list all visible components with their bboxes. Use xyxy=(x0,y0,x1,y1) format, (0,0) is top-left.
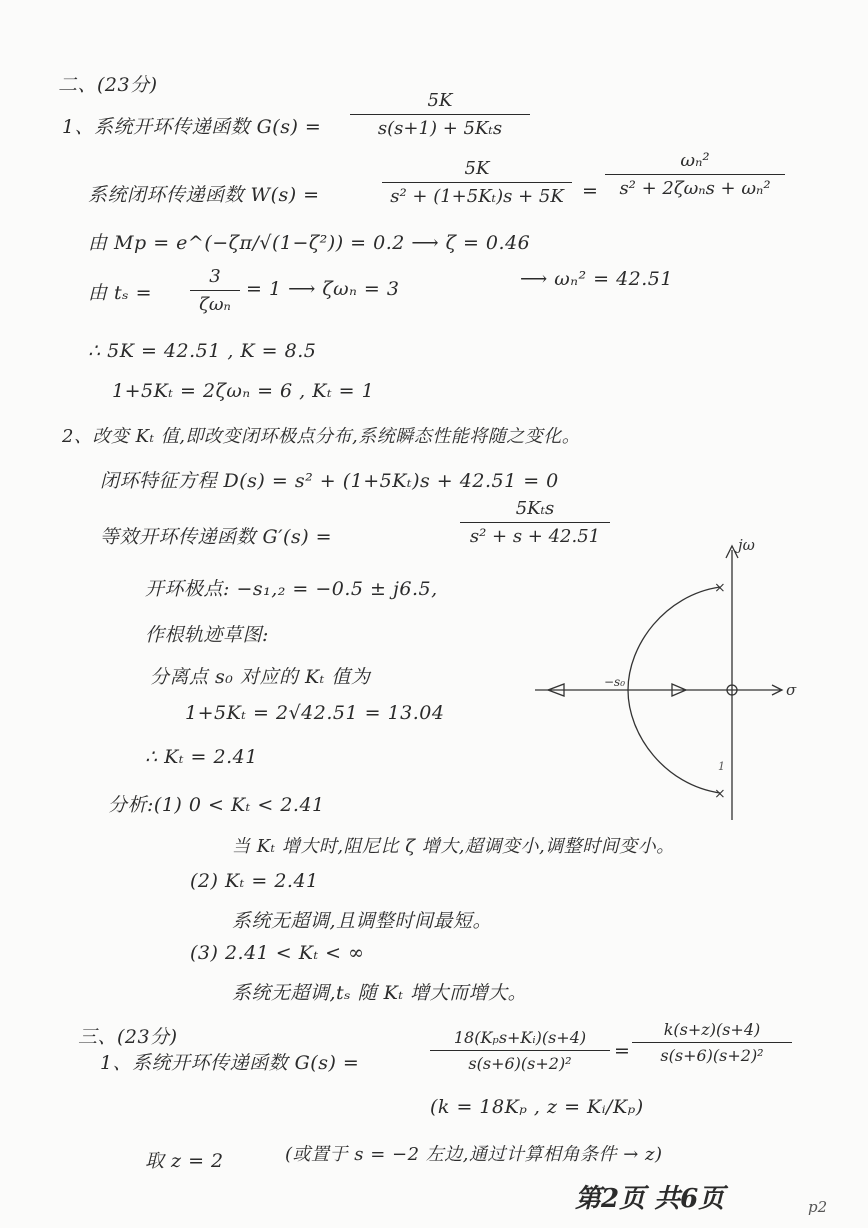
settling-time-label: 由 tₛ = xyxy=(88,282,153,304)
analysis-case-3: (3) 2.41 < Kₜ < ∞ xyxy=(190,942,365,964)
section-3-heading: 三、(23分) xyxy=(78,1026,178,1048)
pi-parameter-definitions: (k = 18Kₚ , z = Kᵢ/Kₚ) xyxy=(430,1096,644,1118)
standard-form-fraction xyxy=(605,150,785,199)
choose-z-value: 取 z = 2 xyxy=(145,1150,224,1172)
omega-n-squared: ⟶ ωₙ² = 42.51 xyxy=(520,268,673,290)
pi-tf-equals: = xyxy=(614,1040,631,1062)
pi-open-loop-tf-label: 1、系统开环传递函数 G(s) = xyxy=(100,1052,360,1074)
settling-time-fraction xyxy=(190,266,240,315)
overshoot-equation: 由 Mp = e^(−ζπ/√(1−ζ²)) = 0.2 ⟶ ζ = 0.46 xyxy=(88,232,531,254)
choose-z-note: (或置于 s = −2 左边,通过计算相角条件 → z) xyxy=(285,1144,663,1165)
equivalent-tf-denominator: s² + s + 42.51 xyxy=(469,526,601,547)
closed-loop-tf-label: 系统闭环传递函数 W(s) = xyxy=(88,184,320,206)
open-loop-tf-denominator: s(s+1) + 5Kₜs xyxy=(377,118,503,139)
analysis-case-2-detail: 系统无超调,且调整时间最短。 xyxy=(232,910,493,932)
pi-open-loop-tf-numerator: 18(Kₚs+Kᵢ)(s+4) xyxy=(453,1028,587,1047)
root-locus-sketch-note: 作根轨迹草图: xyxy=(145,624,269,646)
imaginary-axis-label: jω xyxy=(738,536,755,554)
page-number: p2 xyxy=(808,1198,828,1216)
settling-time-numerator: 3 xyxy=(209,266,221,287)
analysis-case-2: (2) Kₜ = 2.41 xyxy=(190,870,319,892)
standard-form-denominator: s² + 2ζωₙs + ωₙ² xyxy=(619,178,771,199)
closed-loop-tf-fraction xyxy=(382,158,572,207)
analysis-case-3-detail: 系统无超调,tₛ 随 Kₜ 增大而增大。 xyxy=(232,982,528,1004)
breakaway-point-label: −s₀ xyxy=(604,675,626,689)
analysis-case-1-detail: 当 Kₜ 增大时,阻尼比 ζ 增大,超调变小,调整时间变小。 xyxy=(232,836,675,857)
kt-critical-value: ∴ Kₜ = 2.41 xyxy=(145,746,258,768)
page-signature: 第2页 共6页 xyxy=(575,1184,725,1214)
section-2-heading: 二、(23分) xyxy=(58,74,158,96)
part-2-statement: 2、改变 Kₜ 值,即改变闭环极点分布,系统瞬态性能将随之变化。 xyxy=(62,426,581,447)
characteristic-equation: 闭环特征方程 D(s) = s² + (1+5Kₜ)s + 42.51 = 0 xyxy=(100,470,559,492)
root-locus-sketch xyxy=(520,530,820,830)
open-loop-tf-label: 1、系统开环传递函数 G(s) = xyxy=(62,116,322,138)
pi-open-loop-tf-fraction xyxy=(430,1028,610,1073)
equivalent-tf-label: 等效开环传递函数 G′(s) = xyxy=(100,526,333,548)
closed-loop-tf-denominator: s² + (1+5Kₜ)s + 5K xyxy=(390,186,564,207)
analysis-case-1: 分析:(1) 0 < Kₜ < 2.41 xyxy=(108,794,325,816)
gain-kt-result: 1+5Kₜ = 2ζωₙ = 6 , Kₜ = 1 xyxy=(112,380,375,402)
lower-pole-marker: × xyxy=(714,786,726,802)
closed-loop-tf-numerator: 5K xyxy=(464,158,490,179)
pi-tf-simplified-fraction xyxy=(632,1020,792,1065)
standard-form-numerator: ωₙ² xyxy=(680,150,710,171)
closed-loop-equals: = xyxy=(582,180,599,202)
axis-tick-label: 1 xyxy=(718,760,725,773)
breakaway-point-note: 分离点 s₀ 对应的 Kₜ 值为 xyxy=(150,666,371,688)
pi-open-loop-tf-denominator: s(s+6)(s+2)² xyxy=(468,1054,572,1073)
real-axis-label: σ xyxy=(786,681,797,699)
pi-tf-simplified-denominator: s(s+6)(s+2)² xyxy=(660,1046,764,1065)
open-loop-poles: 开环极点: −s₁,₂ = −0.5 ± j6.5, xyxy=(145,578,438,600)
pi-tf-simplified-numerator: k(s+z)(s+4) xyxy=(663,1020,761,1039)
settling-time-result: = 1 ⟶ ζωₙ = 3 xyxy=(246,278,400,300)
gain-k-result: ∴ 5K = 42.51 , K = 8.5 xyxy=(88,340,317,362)
open-loop-tf-numerator: 5K xyxy=(427,90,453,111)
open-loop-tf-fraction xyxy=(350,90,530,139)
equivalent-tf-numerator: 5Kₜs xyxy=(515,498,555,519)
upper-pole-marker: × xyxy=(714,580,726,596)
breakaway-calculation: 1+5Kₜ = 2√42.51 = 13.04 xyxy=(185,702,445,724)
settling-time-denominator: ζωₙ xyxy=(199,294,231,315)
